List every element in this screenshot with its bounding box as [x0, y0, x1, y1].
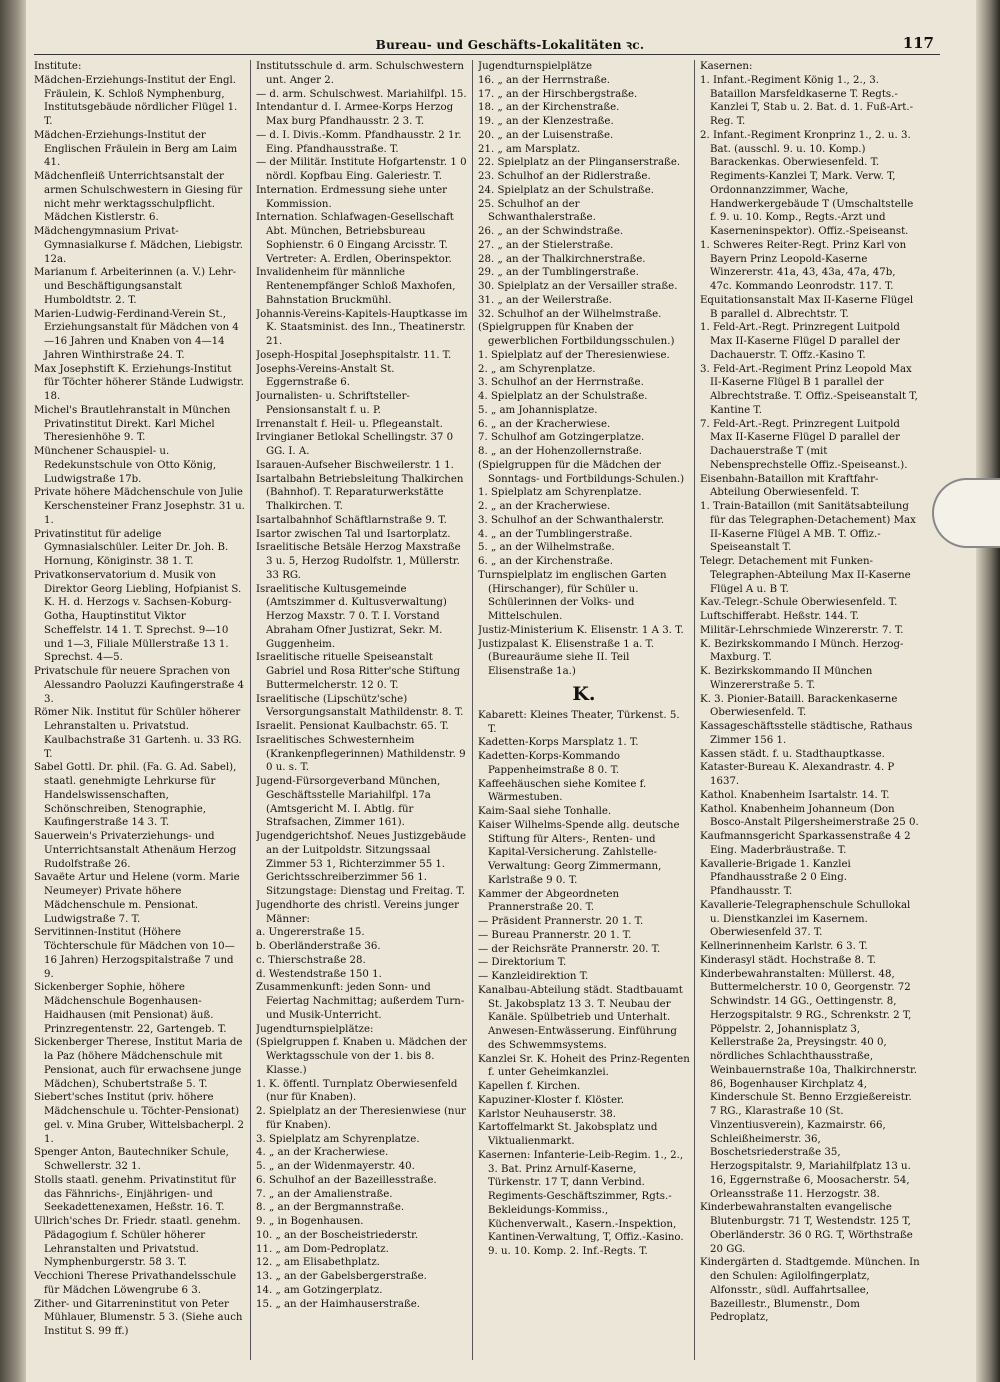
- left-page-bleed: [0, 0, 26, 1382]
- directory-entry: Kasernen:: [700, 61, 753, 72]
- directory-entry: (Spielgruppen für die Mädchen der Sonntags- und Fortbildungs-Schulen.): [478, 459, 685, 485]
- text-column-1: [34, 60, 246, 1360]
- directory-entry: 14. „ am Gotzingerplatz.: [256, 1284, 383, 1296]
- directory-entry: 2. Infant.-Regiment Kronprinz 1., 2. u. 3. Bat. (ausschl. 9. u. 10. Komp.) Barackenkas. Oberwiesenfeld. T. Regiments-Kanzlei T, Mark. Verw. T, Ordonnanzzimmer, Wache, Handwerkergebäude T (Umschaltstelle f. 9. u. 10. Komp., Regts.-Arzt und Kaserneninspektor). Offiz.-Speiseanst.: [700, 129, 914, 237]
- directory-entry: Kaufmannsgericht Sparkassenstraße 4 2 Eing. Maderbräustraße. T.: [700, 831, 911, 856]
- directory-entry: Savaëte Artur und Helene (vorm. Marie Neumeyer) Private höhere Mädchenschule m. Pensionat. Ludwigstraße 7. T.: [34, 872, 240, 925]
- directory-entry: Kassen städt. f. u. Stadthauptkasse.: [700, 748, 885, 760]
- directory-entry: 5. „ an der Widenmayerstr. 40.: [256, 1161, 415, 1172]
- directory-entry: Internation. Erdmessung siehe unter Kommission.: [256, 184, 448, 210]
- directory-entry: Sauerwein's Privaterziehungs- und Unterrichtsanstalt Athenäum Herzog Rudolfstraße 26.: [34, 831, 237, 870]
- directory-entry: 7. Schulhof am Gotzingerplatze.: [478, 432, 645, 444]
- directory-entry: Kinderasyl städt. Hochstraße 8. T.: [700, 954, 877, 966]
- directory-entry: 10. „ an der Boscheistriederstr.: [256, 1229, 419, 1241]
- directory-entry: Israelitische Kultusgemeinde (Amtszimmer d. Kultusverwaltung) Herzog Maxstr. 7 0. T. I. Vorstand Abraham Ofner Justizrat, Sekr. M. Guggenheim.: [256, 583, 447, 650]
- directory-entry: — der Militär. Institute Hofgartenstr. 1 0 nördl. Kopfbau Eing. Galeriestr. T.: [256, 157, 467, 182]
- directory-entry: Kathol. Knabenheim Johanneum (Don Bosco-Anstalt Pilgersheimerstraße 25 0.: [700, 803, 919, 829]
- directory-entry: 1. Spielplatz am Schyrenplatze.: [478, 487, 642, 499]
- directory-entry: Zusammenkunft: jeden Sonn- und Feiertag Nachmittag; außerdem Turn- und Musik-Unterricht.: [256, 982, 465, 1021]
- column-divider: [472, 60, 473, 1360]
- directory-entry: Kasernen: Infanterie-Leib-Regim. 1., 2., 3. Bat. Prinz Arnulf-Kaserne, Türkenstr. 17 T, dann Verbind. Regiments-Geschäftszimmer, Rgts.-Bekleidungs-Kommiss., Küchenverwalt., Kasern.-Inspektion, Kantinen-Verwaltung, T, Offiz.-Kasino. 9. u. 10. Komp. 2. Inf.-Regts. T.: [478, 1149, 684, 1257]
- directory-entry: Private höhere Mädchenschule von Julie Kerschensteiner Franz Josephstr. 31 u. 1.: [34, 487, 245, 526]
- directory-entry: Militär-Lehrschmiede Winzererstr. 7. T.: [700, 624, 904, 636]
- directory-entry: 1. Train-Bataillon (mit Sanitätsabteilung für das Telegraphen-Detachement) Max II-Kaserne Flügel A MB. T. Offiz.-Speiseanstalt T.: [700, 501, 916, 554]
- directory-entry: Kammer der Abgeordneten Prannerstraße 20. T.: [478, 888, 620, 914]
- directory-entry: Mädchengymnasium Privat-Gymnasialkurse f. Mädchen, Liebigstr. 12a.: [34, 226, 244, 265]
- directory-entry: 22. Spielplatz an der Plinganserstraße.: [478, 157, 681, 169]
- directory-entry: Kellnerinnenheim Karlstr. 6 3. T.: [700, 941, 868, 952]
- directory-entry: c. Thierschstraße 28.: [256, 954, 366, 966]
- directory-entry: Luftschifferabt. Heßstr. 144. T.: [700, 611, 859, 622]
- directory-entry: — d. arm. Schulschwest. Mariahilfpl. 15.: [256, 88, 467, 100]
- directory-entry: Mädchen-Erziehungs-Institut der Englischen Fräulein in Berg am Laim 41.: [34, 129, 238, 169]
- directory-entry: Sickenberger Therese, Institut Maria de la Paz (höhere Mädchenschule mit Pensionat, auch für erwachsene junge Mädchen), Schubertstraße 5. T.: [34, 1037, 243, 1090]
- directory-entry: Intendantur d. I. Armee-Korps Herzog Max burg Pfandhausstr. 2 3. T.: [256, 102, 454, 127]
- directory-entry: Kartoffelmarkt St. Jakobsplatz und Viktualienmarkt.: [478, 1122, 658, 1147]
- directory-entry: Michel's Brautlehranstalt in München Privatinstitut Direkt. Karl Michel Theresienhöhe 9. T.: [34, 404, 231, 444]
- directory-entry: 23. Schulhof an der Ridlerstraße.: [478, 171, 651, 182]
- directory-entry: Privatschule für neuere Sprachen von Alessandro Paoluzzi Kaufingerstraße 4 3.: [34, 666, 244, 705]
- directory-entry: 12. „ am Elisabethplatz.: [256, 1257, 380, 1269]
- directory-entry: 1. Infant.-Regiment König 1., 2., 3. Bataillon Marsfeldkaserne T. Regts.-Kanzlei T, Stab u. 2. Bat. d. 1. Fuß-Art.-Reg. T.: [700, 74, 914, 127]
- text-column-2: [256, 60, 468, 1360]
- directory-entry: 2. „ am Schyrenplatze.: [478, 363, 596, 375]
- directory-entry: Jugendgerichtshof. Neues Justizgebäude an der Luitpoldstr. Sitzungssaal Zimmer 53 1, Richterzimmer 55 1. Gerichtsschreiberzimmer 56 1. Sitzungstage: Dienstag und Freitag. T.: [256, 831, 466, 897]
- directory-entry: 9. „ in Bogenhausen.: [256, 1216, 364, 1227]
- directory-entry: 11. „ am Dom-Pedroplatz.: [256, 1243, 389, 1255]
- directory-entry: 27. „ an der Stielerstraße.: [478, 239, 614, 251]
- directory-entry: — d. I. Divis.-Komm. Pfandhausstr. 2 1r. Eing. Pfandhausstraße. T.: [256, 129, 462, 155]
- directory-entry: Jugendturnspielplätze: [478, 61, 593, 72]
- directory-entry: 28. „ an der Thalkirchnerstraße.: [478, 253, 646, 265]
- directory-entry: Kinderbewahranstalten evangelische Blutenburgstr. 71 T, Westendstr. 125 T, Oberländerstr. 36 0 RG. T, Wörthstraße 20 GG.: [700, 1202, 913, 1255]
- index-tab-marker: [932, 478, 1000, 548]
- directory-entry: 3. Spielplatz am Schyrenplatze.: [256, 1133, 420, 1145]
- column-divider: [694, 60, 695, 1360]
- directory-entry: 1. Spielplatz auf der Theresienwiese.: [478, 349, 670, 361]
- directory-entry: b. Oberländerstraße 36.: [256, 941, 381, 952]
- header-rule: [34, 54, 940, 55]
- directory-entry: 4. „ an der Kracherwiese.: [256, 1147, 389, 1159]
- directory-entry: Römer Nik. Institut für Schüler höherer Lehranstalten u. Privatstud. Kaulbachstraße 31 Gartenh. u. 33 RG. T.: [34, 707, 242, 760]
- directory-entry: 16. „ an der Herrnstraße.: [478, 74, 611, 86]
- directory-entry: Joseph-Hospital Josephspitalstr. 11. T.: [256, 349, 452, 361]
- directory-entry: 5. „ am Johannisplatze.: [478, 404, 598, 416]
- column-divider: [250, 60, 251, 1360]
- directory-entry: Kaim-Saal siehe Tonhalle.: [478, 806, 612, 817]
- directory-entry: — Präsident Prannerstr. 20 1. T.: [478, 916, 644, 927]
- directory-entry: Siebert'sches Institut (priv. höhere Mädchenschule u. Töchter-Pensionat) gel. v. Mina Gruber, Wittelsbacherpl. 2 1.: [34, 1092, 244, 1145]
- directory-entry: 7. Feld-Art.-Regt. Prinzregent Luitpold Max II-Kaserne Flügel D parallel der Dachauerstraße T (mit Nebensprechstelle Offiz.-Speiseanst.).: [700, 418, 908, 471]
- directory-entry: Mädchenfleiß Unterrichtsanstalt der armen Schulschwestern in Giesing für nicht mehr werktagsschulpflicht. Mädchen Kistlerstr. 6.: [34, 171, 243, 224]
- directory-entry: Israelitische (Lipschütz'sche) Versorgungsanstalt Mathildenstr. 8. T.: [256, 693, 464, 719]
- directory-entry: K. 3. Pionier-Bataill. Barackenkaserne Oberwiesenfeld. T.: [700, 693, 898, 719]
- directory-entry: Kav.-Telegr.-Schule Oberwiesenfeld. T.: [700, 597, 898, 609]
- directory-entry: 3. Schulhof an der Schwanthalerstr.: [478, 514, 665, 526]
- directory-entry: 30. Spielplatz an der Versailler straße.: [478, 281, 678, 292]
- directory-entry: Sabel Gottl. Dr. phil. (Fa. G. Ad. Sabel), staatl. genehmigte Lehrkurse für Handelswissenschaften, Schönschreiben, Stenographie, Kaufingerstraße 14 3. T.: [34, 762, 237, 829]
- directory-entry: 8. „ an der Bergmannstraße.: [256, 1202, 405, 1214]
- directory-entry: (Spielgruppen f. Knaben u. Mädchen der Werktagsschule von der 1. bis 8. Klasse.): [256, 1037, 467, 1076]
- directory-entry: Kaiser Wilhelms-Spende allg. deutsche Stiftung für Alters-, Renten- und Kapital-Versicherung. Zahlstelle-Verwaltung: Georg Zimmermann, Karlstraße 9 0. T.: [478, 819, 680, 886]
- text-column-3: [478, 60, 690, 1360]
- directory-entry: 4. Spielplatz an der Schulstraße.: [478, 391, 648, 402]
- directory-entry: 32. Schulhof an der Wilhelmstraße.: [478, 308, 662, 320]
- page-number: 117: [902, 34, 934, 52]
- directory-entry: Sickenberger Sophie, höhere Mädchenschule Bogenhausen-Haidhausen (mit Pensionat) äuß. Prinzregentenstr. 22, Gartengeb. T.: [34, 982, 227, 1035]
- directory-entry: Kapellen f. Kirchen.: [478, 1081, 581, 1092]
- directory-entry: 24. Spielplatz an der Schulstraße.: [478, 184, 654, 196]
- directory-entry: Isarauen-Aufseher Bischweilerstr. 1 1.: [256, 459, 454, 471]
- directory-entry: a. Ungererstraße 15.: [256, 927, 365, 939]
- directory-entry: Kavallerie-Brigade 1. Kanzlei Pfandhausstraße 2 0 Eing. Pfandhausstr. T.: [700, 858, 851, 897]
- directory-entry: Kindergärten d. Stadtgemde. München. In den Schulen: Agilolfingerplatz, Alfonsstr., südl. Auffahrtsallee, Bazeillestr., Blumenstr., Dom Pedroplatz,: [700, 1257, 920, 1324]
- directory-entry: 1. Schweres Reiter-Regt. Prinz Karl von Bayern Prinz Leopold-Kaserne Winzererstr. 41a, 43, 43a, 47a, 47b, 47c. Kommando Leonrodstr. 117. T.: [700, 239, 907, 292]
- directory-entry: 13. „ an der Gabelsbergerstraße.: [256, 1271, 427, 1282]
- text-column-4: [700, 60, 920, 1360]
- directory-entry: 3. Schulhof an der Herrnstraße.: [478, 377, 644, 389]
- directory-entry: Invalidenheim für männliche Rentenempfänger Schloß Maxhofen, Bahnstation Bruckmühl.: [256, 267, 456, 306]
- directory-entry: Justizpalast K. Elisenstraße 1 a. T. (Bureauräume siehe II. Teil Elisenstraße 1a.): [478, 638, 655, 677]
- directory-entry: Ullrich'sches Dr. Friedr. staatl. genehm. Pädagogium f. Schüler höherer Lehranstalten und Privatstud. Nymphenburgerstr. 58 3. T.: [34, 1216, 241, 1269]
- directory-entry: 1. K. öffentl. Turnplatz Oberwiesenfeld (nur für Knaben).: [256, 1078, 458, 1104]
- directory-entry: Kaffeehäuschen siehe Komitee f. Wärmestuben.: [478, 778, 647, 804]
- directory-entry: Jugend-Fürsorgeverband München, Geschäftsstelle Mariahilfpl. 17a (Amtsgericht M. I. Abtlg. für Strafsachen, Zimmer 161).: [256, 776, 441, 829]
- directory-entry: Kadetten-Korps Marsplatz 1. T.: [478, 737, 639, 749]
- directory-entry: Josephs-Vereins-Anstalt St. Eggernstraße 6.: [256, 363, 395, 389]
- directory-entry: Servitinnen-Institut (Höhere Töchterschule für Mädchen von 10—16 Jahren) Herzogspitalstraße 7 und 9.: [34, 927, 235, 980]
- directory-entry: — Kanzleidirektion T.: [478, 971, 589, 982]
- running-header: Bureau- und Geschäfts-Lokalitäten ꝛc.: [375, 38, 645, 52]
- directory-entry: Marien-Ludwig-Ferdinand-Verein St., Erziehungsanstalt für Mädchen von 4—16 Jahren und Knaben von 4—14 Jahren Winthirstraße 24. T.: [34, 308, 239, 361]
- directory-entry: 2. Spielplatz an der Theresienwiese (nur für Knaben).: [256, 1106, 466, 1131]
- directory-entry: Kadetten-Korps-Kommando Pappenheimstraße 8 0. T.: [478, 751, 621, 776]
- directory-entry: Kathol. Knabenheim Isartalstr. 14. T.: [700, 789, 890, 801]
- directory-entry: Johannis-Vereins-Kapitels-Hauptkasse im K. Staatsminist. des Inn., Theatinerstr. 21.: [256, 308, 468, 347]
- directory-entry: Irrenanstalt f. Heil- u. Pflegeanstalt.: [256, 418, 443, 430]
- directory-entry: Internation. Schlafwagen-Gesellschaft Abt. München, Betriebsbureau Sophienstr. 6 0 Eingang Arcisstr. T. Vertreter: A. Erdlen, Oberinspektor.: [256, 212, 454, 265]
- directory-entry: 1. Feld-Art.-Regt. Prinzregent Luitpold Max II-Kaserne Flügel D parallel der Dachauerstr. T. Offz.-Kasino T.: [700, 322, 900, 361]
- directory-entry: 18. „ an der Kirchenstraße.: [478, 102, 620, 114]
- directory-entry: Irvingianer Betlokal Schellingstr. 37 0 GG. I. A.: [256, 432, 454, 457]
- directory-entry: Kanzlei Sr. K. Hoheit des Prinz-Regenten f. unter Geheimkanzlei.: [478, 1053, 690, 1079]
- directory-entry: K. Bezirkskommando II München Winzererstraße 5. T.: [700, 666, 873, 691]
- directory-entry: Telegr. Detachement mit Funken-Telegraphen-Abteilung Max II-Kaserne Flügel A u. B T.: [700, 556, 911, 595]
- directory-entry: Vecchioni Therese Privathandelsschule für Mädchen Löwengrube 6 3.: [34, 1271, 237, 1296]
- directory-entry: 17. „ an der Hirschbergstraße.: [478, 88, 638, 100]
- directory-entry: 8. „ an der Hohenzollernstraße.: [478, 446, 642, 457]
- directory-entry: 15. „ an der Haimhauserstraße.: [256, 1298, 421, 1310]
- directory-entry: Isartalbahn Betriebsleitung Thalkirchen (Bahnhof). T. Reparaturwerkstätte Thalkirchen. T.: [256, 473, 464, 512]
- directory-entry: 21. „ am Marsplatz.: [478, 143, 581, 155]
- directory-entry: Isartor zwischen Tal und Isartorplatz.: [256, 528, 451, 540]
- directory-entry: Max Josephstift K. Erziehungs-Institut für Töchter höherer Stände Ludwigstr. 18.: [34, 363, 244, 402]
- directory-entry: Kapuziner-Kloster f. Klöster.: [478, 1094, 624, 1106]
- directory-entry: Kataster-Bureau K. Alexandrastr. 4. P 1637.: [700, 762, 895, 787]
- directory-entry: Kanalbau-Abteilung städt. Stadtbauamt St. Jakobsplatz 13 3. T. Neubau der Kanäle. Spülbetrieb und Unterhalt. Anwesen-Entwässerung. Einführung des Schwemmsystems.: [478, 984, 683, 1051]
- directory-entry: Kassageschäftsstelle städtische, Rathaus Zimmer 156 1.: [700, 721, 913, 746]
- directory-entry: 20. „ an der Luisenstraße.: [478, 129, 614, 141]
- directory-entry: 19. „ an der Klenzestraße.: [478, 116, 614, 127]
- directory-entry: Marianum f. Arbeiterinnen (a. V.) Lehr- und Beschäftigungsanstalt Humboldtstr. 2. T.: [34, 267, 237, 306]
- directory-entry: 6. „ an der Kirchenstraße.: [478, 556, 613, 567]
- directory-entry: d. Westendstraße 150 1.: [256, 968, 382, 980]
- directory-entry: Journalisten- u. Schriftsteller-Pensionsanstalt f. u. P.: [256, 391, 410, 416]
- directory-entry: 4. „ an der Tumblingerstraße.: [478, 528, 633, 540]
- directory-entry: 29. „ an der Tumblingerstraße.: [478, 267, 639, 279]
- directory-entry: Münchener Schauspiel- u. Redekunstschule von Otto König, Ludwigstraße 17b.: [34, 446, 217, 485]
- directory-entry: 2. „ an der Kracherwiese.: [478, 501, 611, 512]
- directory-entry: — Direktorium T.: [478, 957, 567, 969]
- directory-entry: Privatinstitut für adelige Gymnasialschüler. Leiter Dr. Joh. B. Hornung, Königinstr. 38 1. T.: [34, 528, 229, 567]
- directory-entry: Zither- und Gitarreninstitut von Peter Mühlauer, Blumenstr. 5 3. (Siehe auch Institut S. 99 ff.): [34, 1298, 243, 1337]
- right-page-edge: [976, 0, 1000, 1382]
- directory-entry: Israelit. Pensionat Kaulbachstr. 65. T.: [256, 721, 449, 732]
- directory-entry: Institutsschule d. arm. Schulschwestern unt. Anger 2.: [256, 61, 464, 86]
- directory-entry: Eisenbahn-Bataillon mit Kraftfahr-Abteilung Oberwiesenfeld. T.: [700, 473, 879, 499]
- directory-entry: Mädchen-Erziehungs-Institut der Engl. Fräulein, K. Schloß Nymphenburg, Institutsgebäude nördlicher Flügel 1. T.: [34, 74, 238, 127]
- directory-entry: Stolls staatl. genehm. Privatinstitut für das Fähnrichs-, Einjährigen- und Seekadettenexamen, Heßstr. 16. T.: [34, 1174, 236, 1214]
- directory-entry: 6. Schulhof an der Bazeillesstraße.: [256, 1174, 437, 1186]
- directory-entry: K. Bezirkskommando I Münch. Herzog-Maxburg. T.: [700, 638, 904, 664]
- directory-entry: Kinderbewahranstalten: Müllerst. 48, Buttermelcherstr. 10 0, Georgenstr. 72 Schwindstr. 14 GG., Oettingenstr. 8, Herzogspitalstr. 9 RG., Schrenkstr. 2 T, Pöppelstr. 2, Johannisplatz 3, Kellerstraße 2a, Preysingstr. 40 0, nördliches Schlachthausstraße, Weinbauernstraße 10a, Thalkirchnerstr. 86, Bogenhauser Kirchplatz 4, Kinderschule St. Benno Erzgießereistr. 7 RG., Klarastraße 10 (St. Vinzentiusverein), Kazmairstr. 66, Schleißheimerstr. 36, Boschetsriederstraße 35, Herzogspitalstr. 9, Mariahilfplatz 13 u. 16, Eggernstraße 6, Moosacherstr. 54, Orleansstraße 11. Herzogstr. 38.: [700, 968, 917, 1200]
- directory-entry: Equitationsanstalt Max II-Kaserne Flügel B parallel d. Albrechtstr. T.: [700, 294, 914, 320]
- section-letter: K.: [572, 682, 596, 705]
- directory-entry: Isartalbahnhof Schäftlarnstraße 9. T.: [256, 514, 447, 526]
- directory-entry: Israelitische Betsäle Herzog Maxstraße 3 u. 5, Herzog Rudolfstr. 1, Müllerstr. 33 RG.: [256, 542, 461, 581]
- directory-entry: — der Reichsräte Prannerstr. 20. T.: [478, 943, 661, 955]
- directory-entry: Israelitisches Schwesternheim (Krankenpflegerinnen) Mathildenstr. 9 0 u. s. T.: [256, 734, 466, 774]
- directory-entry: Karlstor Neuhauserstr. 38.: [478, 1108, 616, 1120]
- directory-entry: 5. „ an der Wilhelmstraße.: [478, 542, 615, 554]
- directory-entry: Kabarett: Kleines Theater, Türkenst. 5. T.: [478, 709, 680, 735]
- directory-entry: 31. „ an der Weilerstraße.: [478, 294, 612, 306]
- directory-entry: 26. „ an der Schwindstraße.: [478, 226, 624, 237]
- directory-entry: — Bureau Prannerstr. 20 1. T.: [478, 929, 632, 941]
- directory-entry: Privatkonservatorium d. Musik von Direktor Georg Liebling, Hofpianist S. K. H. d. Herzogs v. Sachsen-Koburg-Gotha, Hauptinstitut Viktor Scheffelstr. 14 1. T. Sprechst. 9—10 und 1—3, Filiale Müllerstraße 13 1. Sprechst. 4—5.: [34, 569, 242, 664]
- directory-entry: 25. Schulhof an der Schwanthalerstraße.: [478, 198, 596, 224]
- directory-entry: 3. Feld-Art.-Regiment Prinz Leopold Max II-Kaserne Flügel B 1 parallel der Albrechtstraße. T. Offiz.-Speiseanstalt T, Kantine T.: [700, 363, 918, 416]
- directory-entry: Spenger Anton, Bautechniker Schule, Schwellerstr. 32 1.: [34, 1147, 229, 1172]
- directory-entry: Institute:: [34, 61, 82, 72]
- directory-entry: (Spielgruppen für Knaben der gewerblichen Fortbildungsschulen.): [478, 322, 675, 347]
- directory-entry: Jugendhorte des christl. Vereins junger Männer:: [256, 899, 460, 925]
- directory-entry: Turnspielplatz im englischen Garten (Hirschanger), für Schüler u. Schülerinnen der Volks- und Mittelschulen.: [478, 569, 667, 622]
- directory-entry: Justiz-Ministerium K. Elisenstr. 1 A 3. T.: [478, 624, 684, 636]
- directory-entry: 7. „ an der Amalienstraße.: [256, 1188, 393, 1200]
- directory-entry: 6. „ an der Kracherwiese.: [478, 418, 611, 430]
- directory-entry: Kavallerie-Telegraphenschule Schullokal u. Dienstkanzlei im Kasernem. Oberwiesenfeld 37. T.: [700, 899, 911, 939]
- directory-entry: Jugendturnspielplätze:: [256, 1023, 374, 1035]
- directory-entry: Israelitische rituelle Speiseanstalt Gabriel und Rosa Ritter'sche Stiftung Buttermelcherstr. 12 0. T.: [256, 652, 461, 691]
